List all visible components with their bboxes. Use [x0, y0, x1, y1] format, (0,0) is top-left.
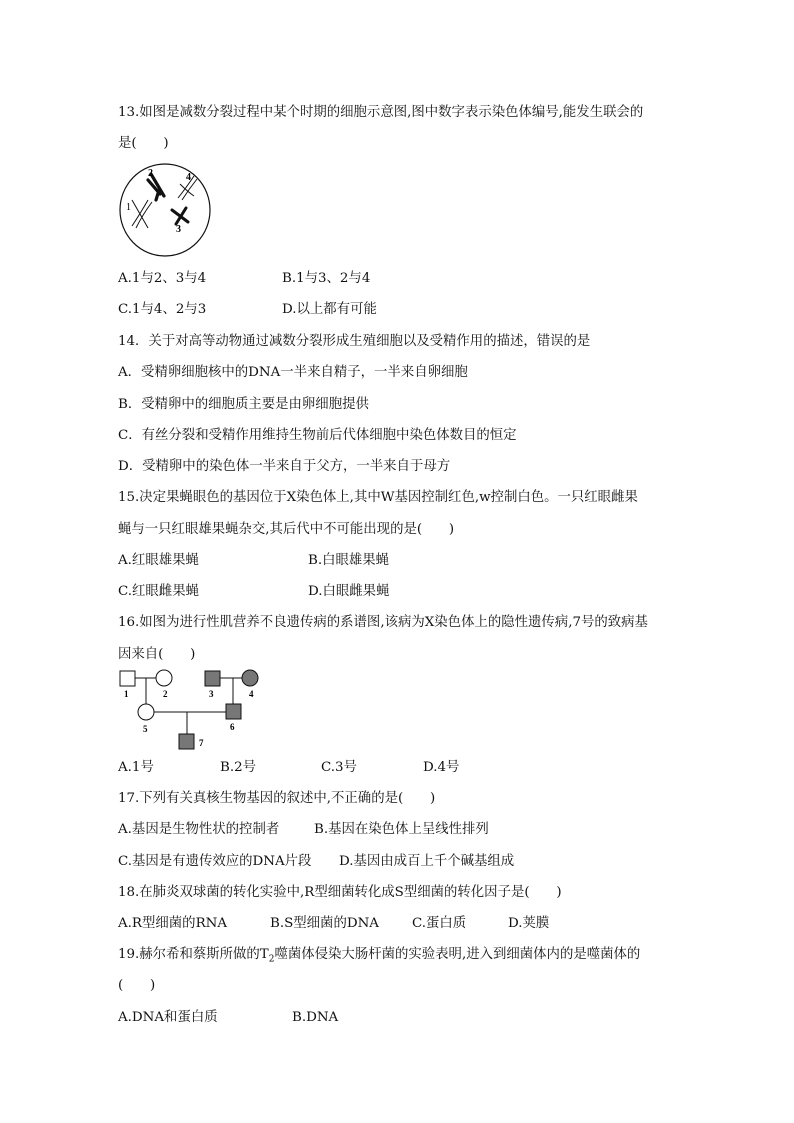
- q13-option-c: C.1与4、2与3: [118, 302, 207, 317]
- pedigree-individual-2: [156, 670, 172, 686]
- q19-stem-part1: 19.赫尔希和蔡斯所做的T: [118, 947, 269, 962]
- chromosome-1: [132, 200, 152, 228]
- q17-option-d: D.基因由成百上千个碱基组成: [339, 854, 515, 869]
- q18-option-a: A.R型细菌的RNA: [118, 916, 228, 931]
- q14-option-c: C．有丝分裂和受精作用维持生物前后代体细胞中染色体数目的恒定: [118, 428, 517, 443]
- pedigree-label-3: 3: [209, 689, 214, 699]
- pedigree-individual-1: [120, 671, 135, 686]
- q19-option-a: A.DNA和蛋白质: [118, 1010, 218, 1025]
- pedigree-individual-5: [138, 704, 154, 720]
- q18-option-b: B.S型细菌的DNA: [270, 916, 379, 931]
- q15-option-c: C.红眼雌果蝇: [118, 584, 199, 599]
- chromosome-3: [172, 208, 188, 224]
- cell-membrane: [120, 164, 210, 256]
- pedigree-label-1: 1: [124, 689, 129, 699]
- q17-option-b: B.基因在染色体上呈线性排列: [314, 822, 489, 837]
- q16-stem-line1: 16.如图为进行性肌营养不良遗传病的系谱图,该病为X染色体上的隐性遗传病,7号的致病基: [118, 615, 648, 630]
- chromosome-label-3: 3: [176, 224, 181, 235]
- q15-stem-line1: 15.决定果蝇眼色的基因位于X染色体上,其中W基因控制红色,w控制白色。一只红眼雌果: [118, 490, 638, 505]
- q14-option-b: B．受精卵中的细胞质主要是由卵细胞提供: [118, 397, 369, 412]
- q18-option-d: D.荚膜: [508, 916, 550, 931]
- q15-option-a: A.红眼雄果蝇: [118, 553, 199, 568]
- q14-option-d: D．受精卵中的染色体一半来自于父方，一半来自于母方: [118, 459, 451, 474]
- pedigree-individual-7: [179, 734, 194, 749]
- pedigree-label-7: 7: [199, 738, 204, 748]
- q18-option-c: C.蛋白质: [412, 916, 467, 931]
- q16-option-c: C.3号: [321, 760, 357, 775]
- q15-option-d: D.白眼雌果蝇: [308, 584, 390, 599]
- q16-option-d: D.4号: [423, 760, 460, 775]
- q17-option-c: C.基因是有遗传效应的DNA片段: [118, 854, 312, 869]
- q18-stem: 18.在肺炎双球菌的转化实验中,R型细菌转化成S型细菌的转化因子是( ): [118, 885, 562, 900]
- q14-stem: 14．关于对高等动物通过减数分裂形成生殖细胞以及受精作用的描述，错误的是: [118, 334, 591, 349]
- pedigree-label-2: 2: [163, 689, 168, 699]
- q14-option-a: A．受精卵细胞核中的DNA一半来自精子，一半来自卵细胞: [118, 365, 468, 380]
- chromosome-label-2: 2: [148, 168, 153, 179]
- q16-option-b: B.2号: [220, 760, 257, 775]
- q19-stem-part2: 噬菌体侵染大肠杆菌的实验表明,进入到细菌体内的是噬菌体的: [274, 947, 641, 962]
- q16-stem-line2: 因来自( ): [118, 647, 196, 662]
- q13-stem-line1: 13.如图是减数分裂过程中某个时期的细胞示意图,图中数字表示染色体编号,能发生联会的: [118, 105, 644, 120]
- q16-option-a: A.1号: [118, 760, 154, 775]
- pedigree-label-4: 4: [249, 689, 254, 699]
- q16-pedigree-chart: [116, 668, 276, 756]
- q13-option-b: B.1与3、2与4: [282, 271, 371, 286]
- pedigree-individual-6: [226, 704, 241, 719]
- pedigree-label-6: 6: [230, 722, 235, 732]
- q17-stem: 17.下列有关真核生物基因的叙述中,不正确的是( ): [118, 791, 436, 806]
- pedigree-individual-4: [242, 670, 258, 686]
- q13-stem-line2: 是( ): [118, 136, 169, 151]
- q19-stem-subscript: 2: [268, 954, 275, 965]
- q19-stem-line1: [118, 946, 640, 969]
- q17-option-a: A.基因是生物性状的控制者: [118, 822, 280, 837]
- q15-option-b: B.白眼雄果蝇: [308, 553, 390, 568]
- q15-stem-line2: 蝇与一只红眼雄果蝇杂交,其后代中不可能出现的是( ): [118, 522, 455, 537]
- q13-option-a: A.1与2、3与4: [118, 271, 207, 286]
- chromosome-label-1: 1: [126, 202, 131, 213]
- q19-stem-line2: ( ): [118, 978, 156, 993]
- pedigree-label-5: 5: [143, 724, 148, 734]
- chromosome-label-4: 4: [186, 172, 191, 183]
- q13-option-d: D.以上都有可能: [282, 302, 377, 317]
- q13-cell-diagram: [118, 162, 218, 262]
- pedigree-individual-3: [205, 671, 220, 686]
- q19-option-b: B.DNA: [292, 1010, 339, 1025]
